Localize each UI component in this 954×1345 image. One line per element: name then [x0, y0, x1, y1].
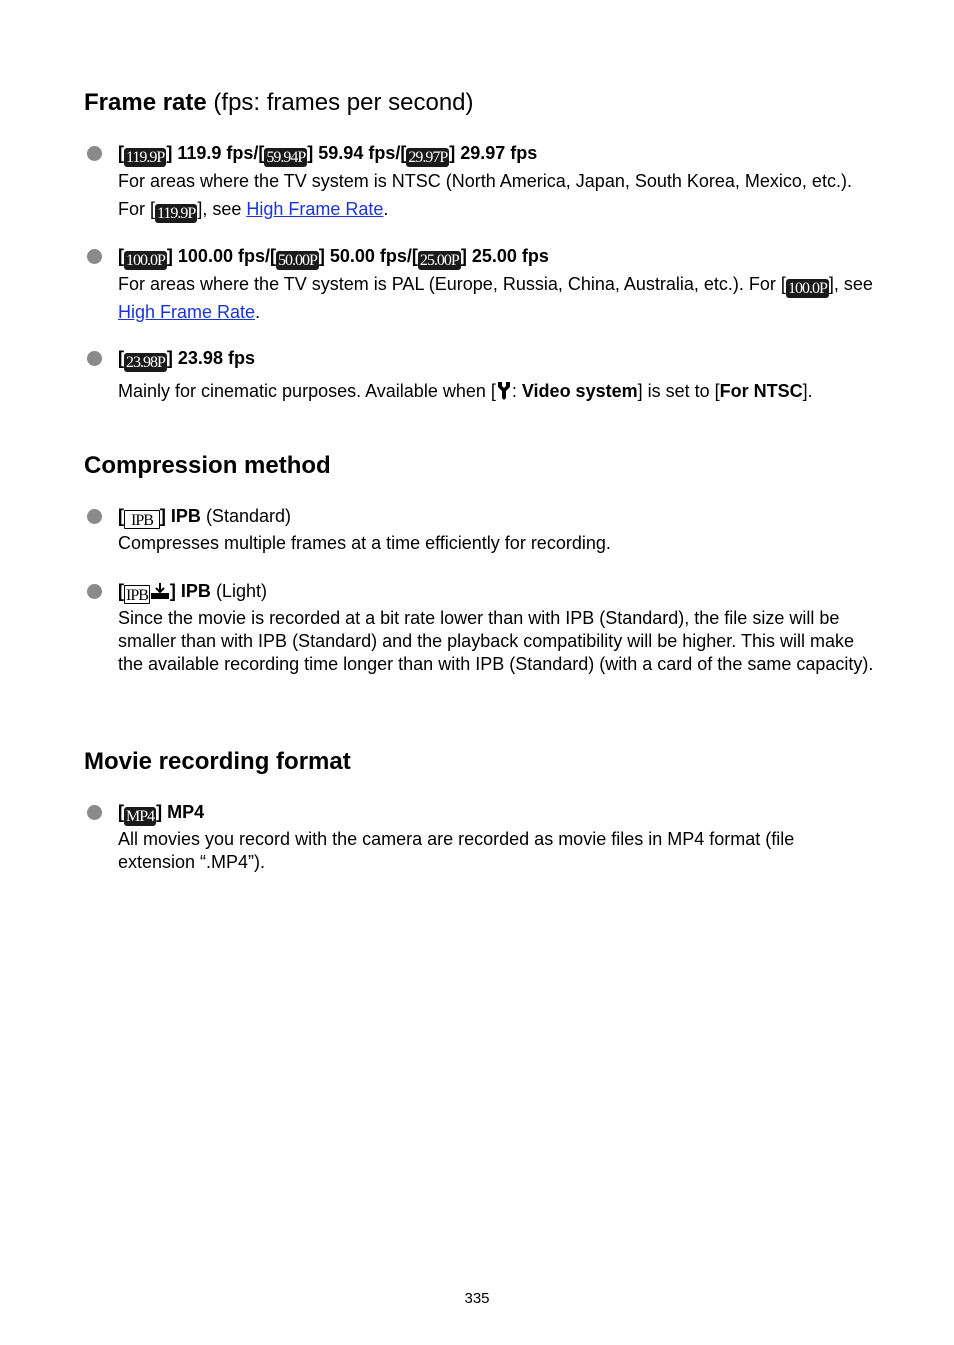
mp4-label: MP4 [167, 802, 205, 822]
cinema-desc-colon: : [511, 381, 522, 401]
video-system-setting: Video system [521, 381, 638, 401]
section-title-compression: Compression method [84, 452, 331, 479]
ipb-light-heading: [ IPB ] IPB (Light) [118, 581, 267, 604]
bullet-icon [87, 249, 102, 264]
ntsc-description [118, 167, 876, 223]
high-frame-rate-link[interactable]: High Frame Rate [246, 199, 384, 219]
rate-25-00: 25.00 fps [471, 246, 549, 266]
pal-frame-rate-heading: [ 100.0P ] 100.00 fps/[ 50.00P ] 50.00 fps/[ 25.00P ] 25.00 fps [118, 246, 549, 269]
mp4-heading: [ MP4 ] MP4 [118, 802, 205, 825]
50-00p-icon: 50.00P [277, 252, 317, 269]
bullet-icon [87, 584, 102, 599]
pal-desc-end: . [255, 302, 261, 322]
pal-desc-text-2: ], see [828, 274, 873, 294]
rate-29-97: 29.97 fps [460, 143, 538, 163]
rate-23-98: 23.98 fps [177, 348, 255, 368]
cinema-desc-text: Mainly for cinematic purposes. Available when [ [118, 381, 496, 401]
cinema-description [118, 380, 876, 402]
ntsc-desc-end: . [383, 199, 389, 219]
ipb-standard-heading: [ IPB ] IPB (Standard) [118, 506, 291, 529]
ipb-light-suffix: (Light) [215, 581, 267, 601]
high-frame-rate-link[interactable]: High Frame Rate [118, 302, 256, 322]
frame-rate-subtitle: (fps: frames per second) [213, 89, 474, 116]
for-ntsc-option: For NTSC [719, 381, 803, 401]
bullet-icon [87, 146, 102, 161]
23-98p-icon: 23.98P [126, 354, 165, 371]
ipb-light-label: IPB [180, 581, 211, 601]
rate-50-00: 50.00 fps/ [329, 246, 412, 266]
ntsc-frame-rate-heading: [ 119.9P ] 119.9 fps/[ 59.94P ] 59.94 fps/[ 29.97P ] 29.97 fps [118, 143, 538, 166]
ipb-standard-suffix: (Standard) [205, 506, 291, 526]
pal-desc-text: For areas where the TV system is PAL (Europe, Russia, China, Australia, etc.). For [ [118, 274, 786, 294]
page-number: 335 [464, 1290, 490, 1307]
59-94p-icon: 59.94P [266, 149, 306, 166]
rate-100-00: 100.00 fps/ [177, 246, 270, 266]
section-title-format: Movie recording format [84, 748, 351, 775]
mp4-description: All movies you record with the camera are recorded as movie files in MP4 format (file extension “.MP4”). [118, 829, 795, 872]
bullet-icon [87, 351, 102, 366]
ipb-standard-description: Compresses multiple frames at a time efficiently for recording. [118, 533, 611, 553]
ntsc-desc-text: For areas where the TV system is NTSC (North America, Japan, South Korea, Mexico, etc.). For [ [118, 171, 852, 219]
100-0p-icon: 100.0P [787, 280, 827, 297]
cinema-desc-text-2: ] is set to [ [637, 381, 720, 401]
frame-rate-title: Frame rate [84, 89, 207, 116]
cinema-desc-end: ]. [802, 381, 813, 401]
ipb-light-description: Since the movie is recorded at a bit rate lower than with IPB (Standard), the file size will be smaller than with IPB (Standard) and the playback compatibility will be higher. This will make the available recording time longer than with IPB (Standard) (with a card of the same capacity). [118, 608, 874, 674]
119-9p-icon: 119.9P [157, 205, 196, 222]
bullet-icon [87, 805, 102, 820]
100-0p-icon: 100.0P [126, 252, 165, 269]
rate-119-9: 119.9 fps/ [177, 143, 259, 163]
29-97p-icon: 29.97P [408, 149, 448, 166]
ipb-icon: IPB [126, 587, 148, 604]
wrench-icon [496, 381, 512, 400]
bullet-icon [87, 509, 102, 524]
ipb-icon: IPB [124, 510, 160, 529]
cinema-frame-rate-heading: [ 23.98P ] 23.98 fps [118, 348, 255, 371]
ntsc-desc-text-2: ], see [197, 199, 247, 219]
119-9p-icon: 119.9P [126, 149, 165, 166]
mp4-icon: MP4 [126, 808, 155, 825]
25-00p-icon: 25.00P [419, 252, 459, 269]
pal-description [118, 270, 876, 326]
ipb-label: IPB [170, 506, 201, 526]
light-icon [150, 581, 170, 600]
rate-59-94: 59.94 fps/ [318, 143, 401, 163]
section-title-frame-rate [84, 89, 474, 117]
